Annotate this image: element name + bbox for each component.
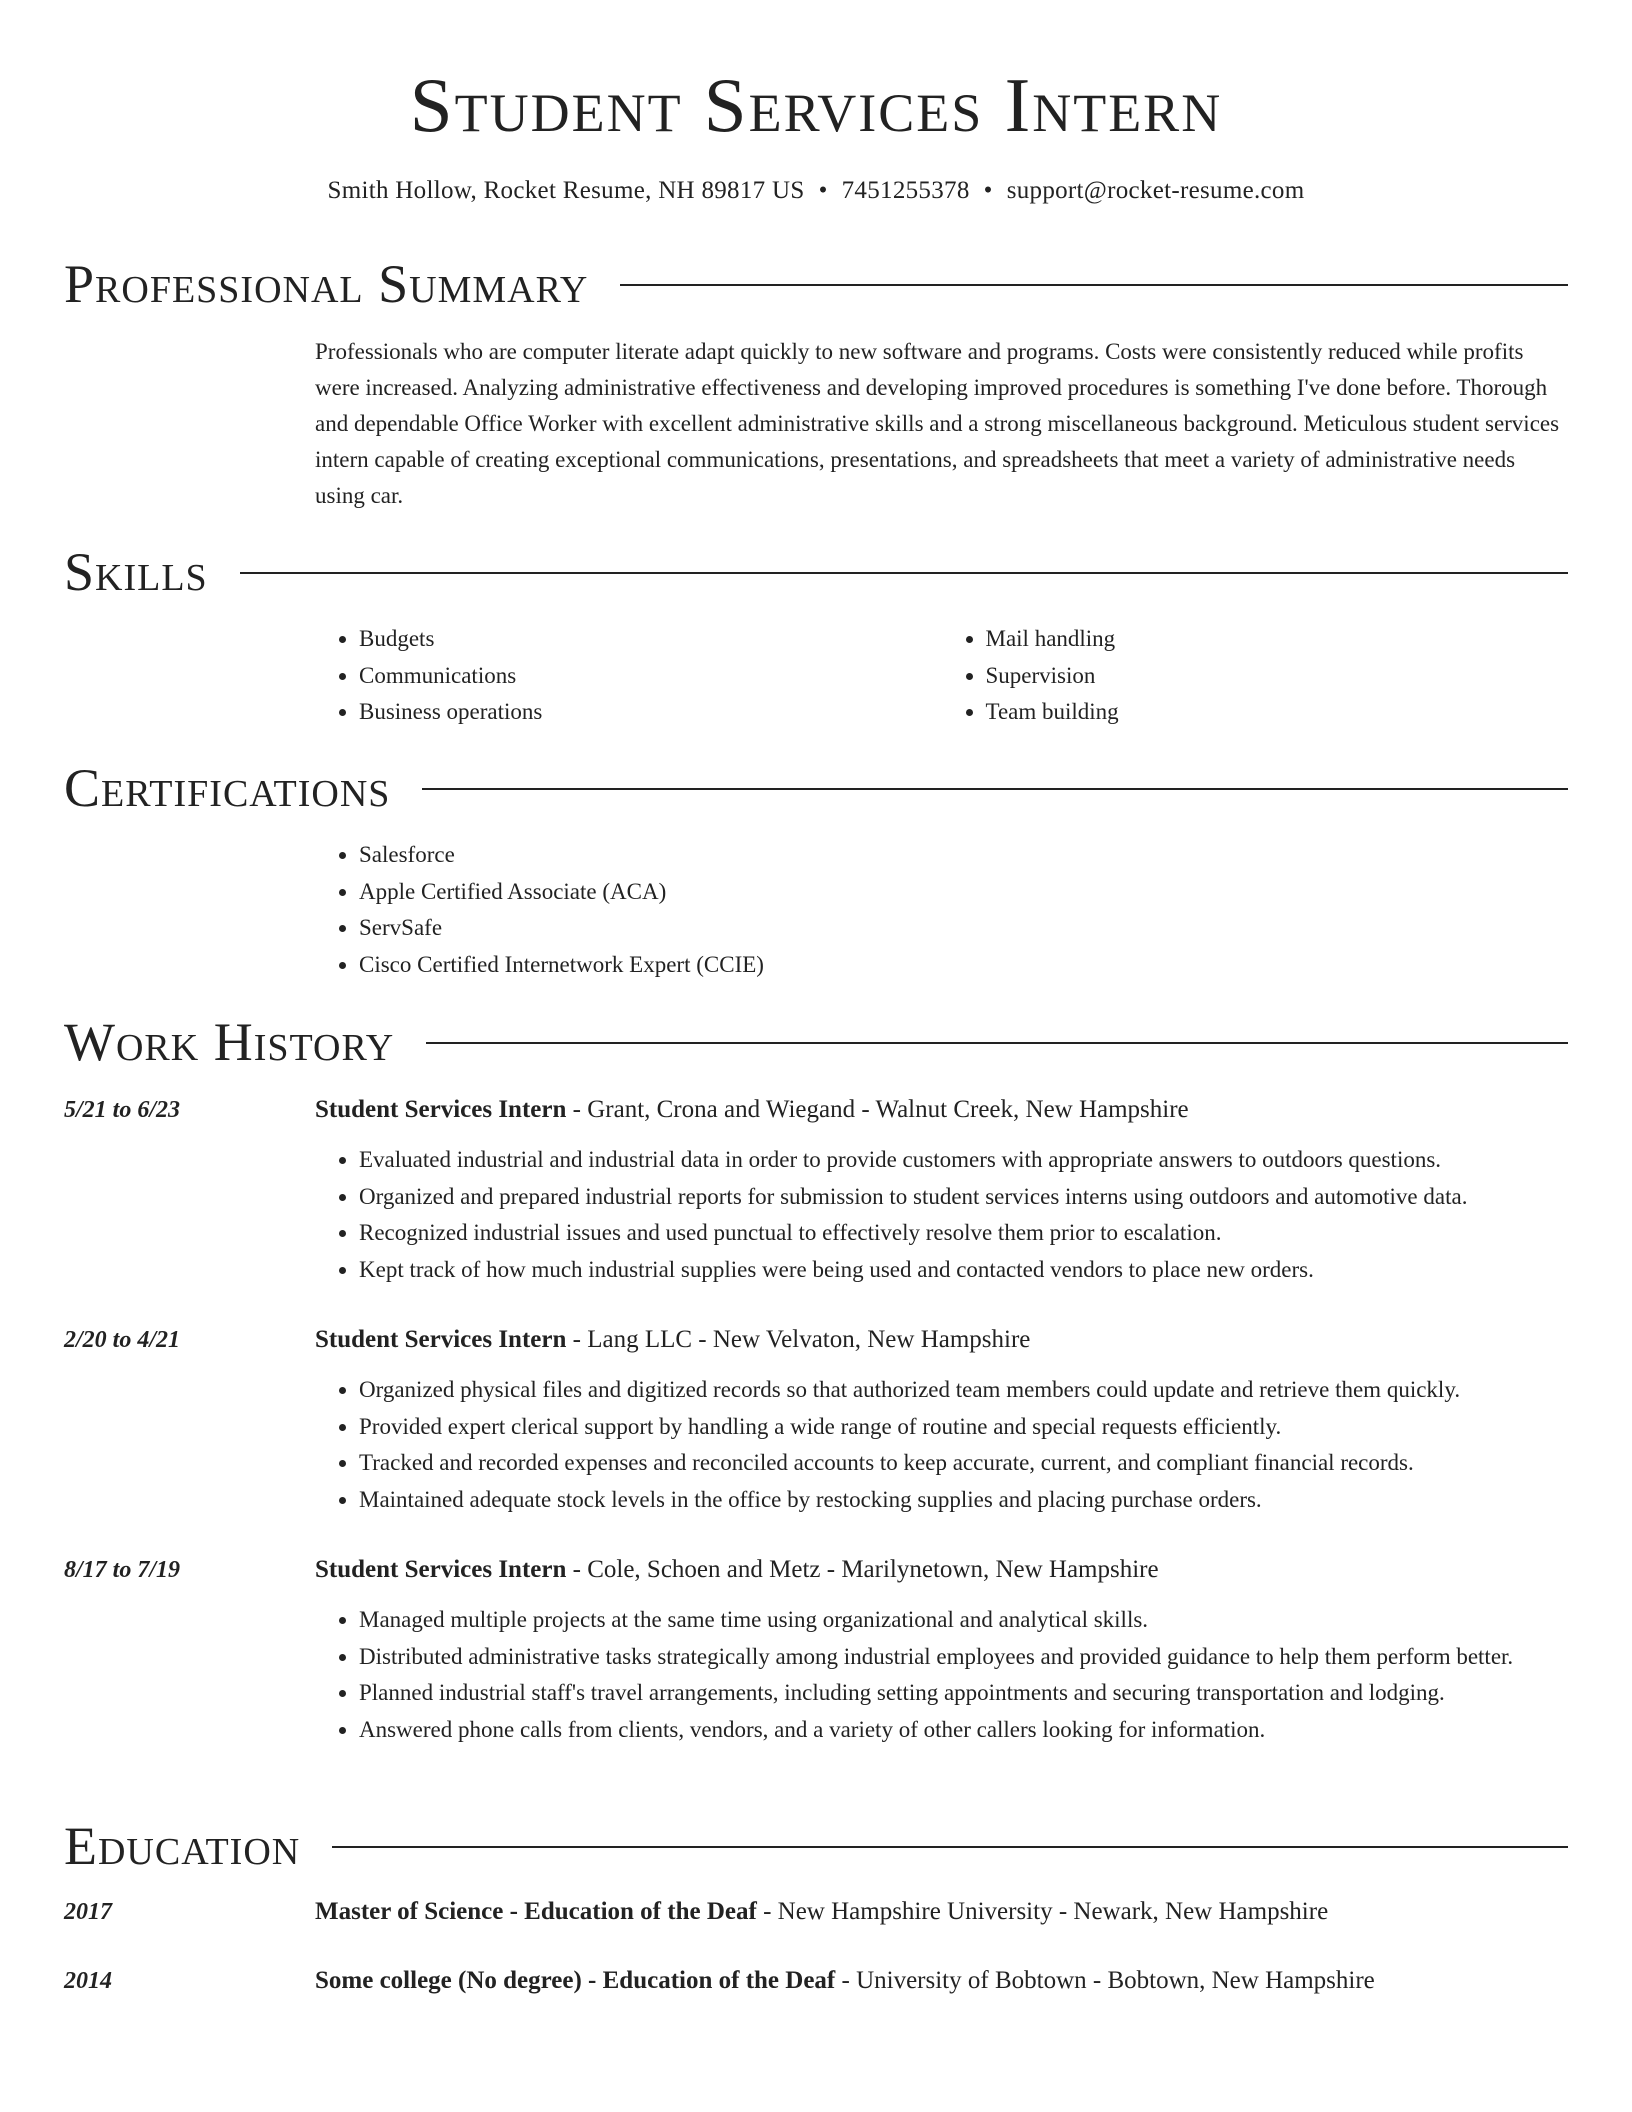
education-year: 2017 — [64, 1899, 112, 1925]
job-dates: 5/21 to 6/23 — [64, 1097, 181, 1123]
skills-heading — [64, 540, 1568, 604]
job-title-line — [315, 1552, 1568, 1588]
duty-item: • Distributed administrative tasks strategically among industrial employees and provided guidance to help them perform better. — [359, 1639, 1568, 1676]
duty-item: • Organized physical files and digitized records so that authorized team members could update and retrieve them quickly. — [359, 1372, 1568, 1409]
skills-block — [315, 621, 1568, 731]
job-employer: - Grant, Crona and Wiegand - Walnut Creek, New Hampshire — [566, 1096, 1189, 1123]
skill-item: • Supervision — [986, 658, 1569, 695]
job-employer: - Cole, Schoen and Metz - Marilynetown, New Hampshire — [566, 1556, 1159, 1583]
work-history-heading-text: Work History — [64, 1012, 395, 1072]
section-divider — [332, 1846, 1568, 1848]
job-entry — [315, 1322, 1568, 1518]
job-title: Student Services Intern — [315, 1096, 567, 1123]
school-details: - University of Bobtown - Bobtown, New Hampshire — [835, 1967, 1375, 1994]
certification-item: • Salesforce — [359, 837, 1568, 874]
certifications-heading-text: Certifications — [64, 758, 391, 818]
job-duties — [315, 1602, 1568, 1748]
job-entry — [315, 1552, 1568, 1748]
duty-item: • Maintained adequate stock levels in the office by restocking supplies and placing purchase orders. — [359, 1482, 1568, 1519]
contact-line — [0, 174, 1632, 208]
job-dates: 2/20 to 4/21 — [64, 1327, 181, 1353]
skill-item: • Communications — [359, 658, 942, 695]
job-duties — [315, 1142, 1568, 1288]
duty-item: • Tracked and recorded expenses and reconciled accounts to keep accurate, current, and compliant financial records. — [359, 1445, 1568, 1482]
job-duties — [315, 1372, 1568, 1518]
certification-item: • Apple Certified Associate (ACA) — [359, 874, 1568, 911]
skill-item: • Business operations — [359, 694, 942, 731]
summary-text: Professionals who are computer literate adapt quickly to new software and programs. Costs were consistently reduced while profits were increased. Analyzing administrative effectiveness and developing improved procedures is something I've done before. Thorough and dependable Office Worker with excellent administrative skills and a strong miscellaneous background. Meticulous student services intern capable of creating exceptional communications, presentations, and spreadsheets that meet a variety of administrative needs using car. — [315, 339, 1560, 508]
duty-item: • Provided expert clerical support by handling a wide range of routine and special requests efficiently. — [359, 1409, 1568, 1446]
education-heading — [64, 1814, 1568, 1878]
job-title: Student Services Intern — [315, 1326, 567, 1353]
education-year: 2014 — [64, 1968, 112, 1994]
contact-email: support@rocket-resume.com — [1006, 177, 1305, 204]
job-dates: 8/17 to 7/19 — [64, 1557, 181, 1583]
education-line — [315, 1963, 1568, 1999]
section-divider — [620, 284, 1568, 286]
degree-name: Some college (No degree) - Education of the Deaf — [315, 1967, 836, 1994]
certification-item: • ServSafe — [359, 910, 1568, 947]
skill-item: • Budgets — [359, 621, 942, 658]
education-entry — [315, 1894, 1568, 1944]
certifications-block — [315, 837, 1568, 983]
contact-address: Smith Hollow, Rocket Resume, NH 89817 US — [327, 177, 805, 204]
school-details: - New Hampshire University - Newark, New Hampshire — [756, 1898, 1329, 1925]
separator-dot: • — [983, 177, 993, 204]
duty-item: • Organized and prepared industrial reports for submission to student services interns using outdoors and automotive data. — [359, 1179, 1568, 1216]
job-employer: - Lang LLC - New Velvaton, New Hampshire — [566, 1326, 1031, 1353]
summary-heading — [64, 252, 1568, 316]
contact-phone: 7451255378 — [841, 177, 970, 204]
duty-item: • Evaluated industrial and industrial data in order to provide customers with appropriate answers to outdoors questions. — [359, 1142, 1568, 1179]
education-entry — [315, 1963, 1568, 2013]
degree-name: Master of Science - Education of the Deaf — [315, 1898, 757, 1925]
certification-item: • Cisco Certified Internetwork Expert (CCIE) — [359, 947, 1568, 984]
education-heading-text: Education — [64, 1816, 301, 1876]
summary-block — [315, 334, 1568, 514]
duty-item: • Planned industrial staff's travel arrangements, including setting appointments and securing transportation and lodging. — [359, 1675, 1568, 1712]
skills-heading-text: Skills — [64, 542, 208, 602]
skills-columns — [315, 621, 1568, 731]
certifications-list — [315, 837, 1568, 983]
duty-item: • Managed multiple projects at the same time using organizational and analytical skills. — [359, 1602, 1568, 1639]
candidate-name: Student Services Intern — [409, 62, 1223, 148]
section-divider — [240, 572, 1568, 574]
certifications-heading — [64, 756, 1568, 820]
work-history-heading — [64, 1010, 1568, 1074]
duty-item: • Kept track of how much industrial supplies were being used and contacted vendors to place new orders. — [359, 1252, 1568, 1289]
job-title: Student Services Intern — [315, 1556, 567, 1583]
skill-item: • Mail handling — [986, 621, 1569, 658]
separator-dot: • — [818, 177, 828, 204]
section-divider — [426, 1042, 1568, 1044]
skills-list-right — [942, 621, 1569, 731]
education-line — [315, 1894, 1568, 1930]
skills-list-left — [315, 621, 942, 731]
section-divider — [422, 788, 1568, 790]
duty-item: • Answered phone calls from clients, vendors, and a variety of other callers looking for information. — [359, 1712, 1568, 1749]
job-title-line — [315, 1092, 1568, 1128]
job-title-line — [315, 1322, 1568, 1358]
skill-item: • Team building — [986, 694, 1569, 731]
duty-item: • Recognized industrial issues and used punctual to effectively resolve them prior to escalation. — [359, 1215, 1568, 1252]
summary-heading-text: Professional Summary — [64, 254, 589, 314]
job-entry — [315, 1092, 1568, 1288]
